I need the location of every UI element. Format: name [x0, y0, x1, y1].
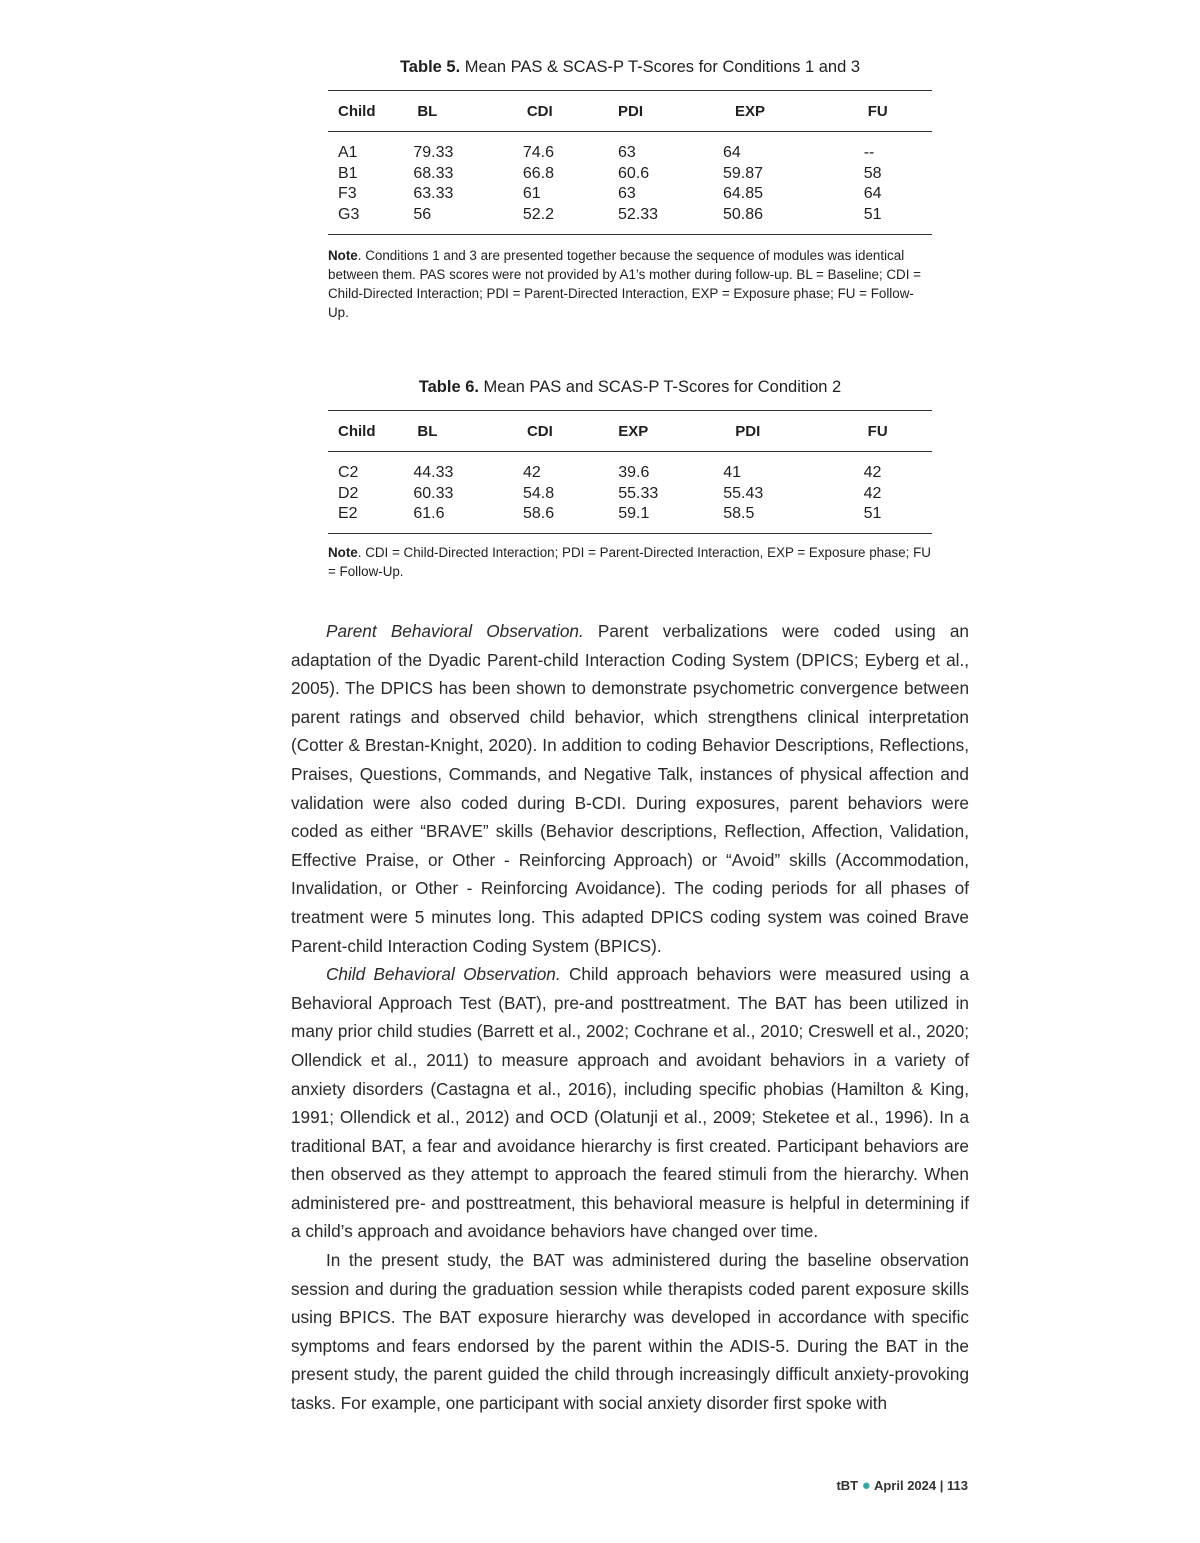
- table-cell: 52.33: [618, 206, 659, 224]
- column-header: FU: [867, 422, 888, 440]
- table-cell: 66.8: [522, 164, 554, 182]
- column-header: PDI: [735, 422, 761, 440]
- table-cell: 52.2: [522, 206, 554, 224]
- table-cell: 63.33: [413, 185, 454, 203]
- column-header: BL: [417, 422, 438, 440]
- table-cell: E2: [338, 505, 358, 523]
- column-header: FU: [867, 102, 888, 120]
- table-cell: 59.1: [618, 505, 650, 523]
- table-5-caption: [328, 58, 932, 77]
- header-divider: [328, 452, 932, 464]
- table-cell: 51: [863, 505, 882, 523]
- table-6-note: [328, 543, 932, 581]
- table-cell: --: [863, 144, 875, 161]
- table-bottom-spacer: [328, 525, 932, 533]
- column-header: CDI: [526, 102, 553, 120]
- table-header-row: [328, 91, 932, 132]
- footer-page-number: 113: [947, 1478, 968, 1493]
- table-cell: 74.6: [522, 144, 554, 161]
- table-cell: 41: [723, 464, 742, 481]
- table-cell: 64: [722, 144, 741, 161]
- table-5: [328, 91, 932, 234]
- table-cell: 61: [522, 185, 541, 203]
- table-5-block: [328, 58, 932, 323]
- paragraph-1-text: Parent verbalizations were coded using an adaptation of the Dyadic Parent-child Interaction Coding System (DPICS; Eyberg et al., 2005). The DPICS has been shown to demonstrate psychometric convergence between parent ratings and observed child behavior, which strengthens clinical interpretation (Cotter & Brestan-Knight, 2020). In addition to coding Behavior Descriptions, Reflections, Praises, Questions, Commands, and Negative Talk, instances of physical affection and validation were also coded during B-CDI. During exposures, parent behaviors were coded as either “BRAVE” skills (Behavior descriptions, Reflection, Affection, Validation, Effective Praise, or Other - Reinforcing Approach) or “Avoid” skills (Accommodation, Invalidation, or Other - Reinforcing Avoidance). The coding periods for all phases of treatment were 5 minutes long. This adapted DPICS coding system was coined Brave Parent-child Interaction Coding System (BPICS).: [291, 621, 969, 956]
- footer-dot-icon: ●: [861, 1477, 871, 1494]
- table-row: [328, 164, 932, 185]
- table-cell: 56: [413, 206, 432, 224]
- footer-separator: |: [939, 1478, 944, 1493]
- table-cell: 59.87: [722, 164, 763, 182]
- table-cell: 64: [863, 185, 882, 203]
- column-header: Child: [338, 102, 376, 120]
- table-row: [328, 504, 932, 525]
- table-cell: D2: [338, 484, 359, 502]
- table-cell: B1: [338, 164, 358, 182]
- table-6-caption: [328, 378, 932, 397]
- table-cell: 58.6: [522, 505, 555, 523]
- table-cell: 44.33: [413, 464, 454, 481]
- table-cell: 63: [618, 144, 636, 161]
- column-header: BL: [417, 102, 438, 120]
- table-6-note-text: . CDI = Child-Directed Interaction; PDI = Parent-Directed Interaction, EXP = Exposure phase; FU = Follow-Up.: [328, 545, 931, 580]
- table-cell: 39.6: [618, 464, 650, 481]
- paragraph-1-heading: Parent Behavioral Observation.: [326, 621, 584, 641]
- column-header: EXP: [734, 102, 765, 120]
- footer-date: April 2024: [873, 1478, 937, 1493]
- table-6: [328, 411, 932, 533]
- table-row: [328, 184, 932, 205]
- column-header: PDI: [618, 102, 644, 120]
- table-bottom-spacer: [328, 226, 932, 234]
- page-footer: [836, 1477, 968, 1494]
- table-cell: 42: [863, 464, 882, 481]
- table-cell: 55.43: [723, 484, 764, 502]
- table-cell: 58: [863, 164, 882, 182]
- table-header-row: [328, 411, 932, 452]
- paragraph-parent-observation: [291, 617, 969, 960]
- table-cell: 50.86: [722, 206, 763, 224]
- table-6-note-label: Note: [328, 545, 358, 561]
- table-row: [328, 143, 932, 164]
- table-5-caption-label: Table 5.: [399, 58, 461, 76]
- table-row: [328, 205, 932, 226]
- column-header: CDI: [526, 422, 553, 440]
- table-cell: 58.5: [723, 505, 755, 523]
- table-row: [328, 463, 932, 484]
- column-header: EXP: [618, 422, 649, 440]
- table-6-caption-label: Table 6.: [418, 378, 479, 396]
- table-5-note: [328, 246, 932, 323]
- footer-journal: tBT: [836, 1478, 859, 1493]
- table-cell: 54.8: [522, 484, 555, 502]
- table-cell: 60.33: [413, 484, 454, 502]
- table-5-bottom-rule: [328, 234, 932, 235]
- table-cell: 61.6: [413, 505, 445, 523]
- table-cell: 68.33: [413, 164, 454, 182]
- paragraph-2-text: Child approach behaviors were measured using a Behavioral Approach Test (BAT), pre-and posttreatment. The BAT has been utilized in many prior child studies (Barrett et al., 2002; Cochrane et al., 2010; Creswell et al., 2020; Ollendick et al., 2011) to measure approach and avoidant behaviors in a variety of anxiety disorders (Castagna et al., 2016), including specific phobias (Hamilton & King, 1991; Ollendick et al., 2012) and OCD (Olatunji et al., 2009; Steketee et al., 1996). In a traditional BAT, a fear and avoidance hierarchy is first created. Participant behaviors are then observed as they attempt to approach the feared stimuli from the hierarchy. When administered pre- and posttreatment, this behavioral measure is helpful in determining if a child’s approach and avoidance behaviors have changed over time.: [291, 964, 970, 1242]
- table-cell: 64.85: [722, 185, 763, 203]
- table-cell: 42: [522, 464, 541, 481]
- paragraph-3-text: In the present study, the BAT was administered during the baseline observation session and during the graduation session while therapists coded parent exposure skills using BPICS. The BAT exposure hierarchy was developed in accordance with specific symptoms and fears endorsed by the parent within the ADIS-5. During the BAT in the present study, the parent guided the child through increasingly difficult anxiety-provoking tasks. For example, one participant with social anxiety disorder first spoke with: [291, 1250, 969, 1414]
- table-5-note-text: . Conditions 1 and 3 are presented together because the sequence of modules was identical between them. PAS scores were not provided by A1’s mother during follow-up. BL = Baseline; CDI = Child-Directed Interaction; PDI = Parent-Directed Interaction, EXP = Exposure phase; FU = Follow-Up.: [328, 247, 921, 321]
- table-cell: 51: [863, 206, 882, 224]
- table-cell: A1: [338, 144, 358, 161]
- table-cell: 60.6: [618, 164, 650, 182]
- header-divider: [328, 132, 932, 144]
- paragraph-child-observation: [291, 960, 969, 1246]
- table-cell: 42: [863, 484, 882, 502]
- table-cell: 79.33: [413, 144, 454, 161]
- paragraph-present-study: [291, 1246, 969, 1418]
- table-5-caption-text: Mean PAS & SCAS-P T-Scores for Conditions 1 and 3: [460, 58, 861, 76]
- table-6-bottom-rule: [328, 533, 932, 534]
- table-cell: F3: [338, 185, 357, 203]
- article-body: [291, 617, 969, 1418]
- table-cell: 63: [618, 185, 636, 203]
- table-5-note-label: Note: [328, 247, 358, 263]
- table-cell: 55.33: [618, 484, 659, 502]
- table-cell: G3: [338, 206, 360, 224]
- paragraph-2-heading: Child Behavioral Observation.: [326, 964, 561, 985]
- table-6-caption-text: Mean PAS and SCAS-P T-Scores for Condition 2: [478, 378, 842, 396]
- table-cell: C2: [338, 464, 359, 481]
- column-header: Child: [338, 422, 376, 440]
- table-row: [328, 484, 932, 505]
- table-6-block: [328, 378, 932, 582]
